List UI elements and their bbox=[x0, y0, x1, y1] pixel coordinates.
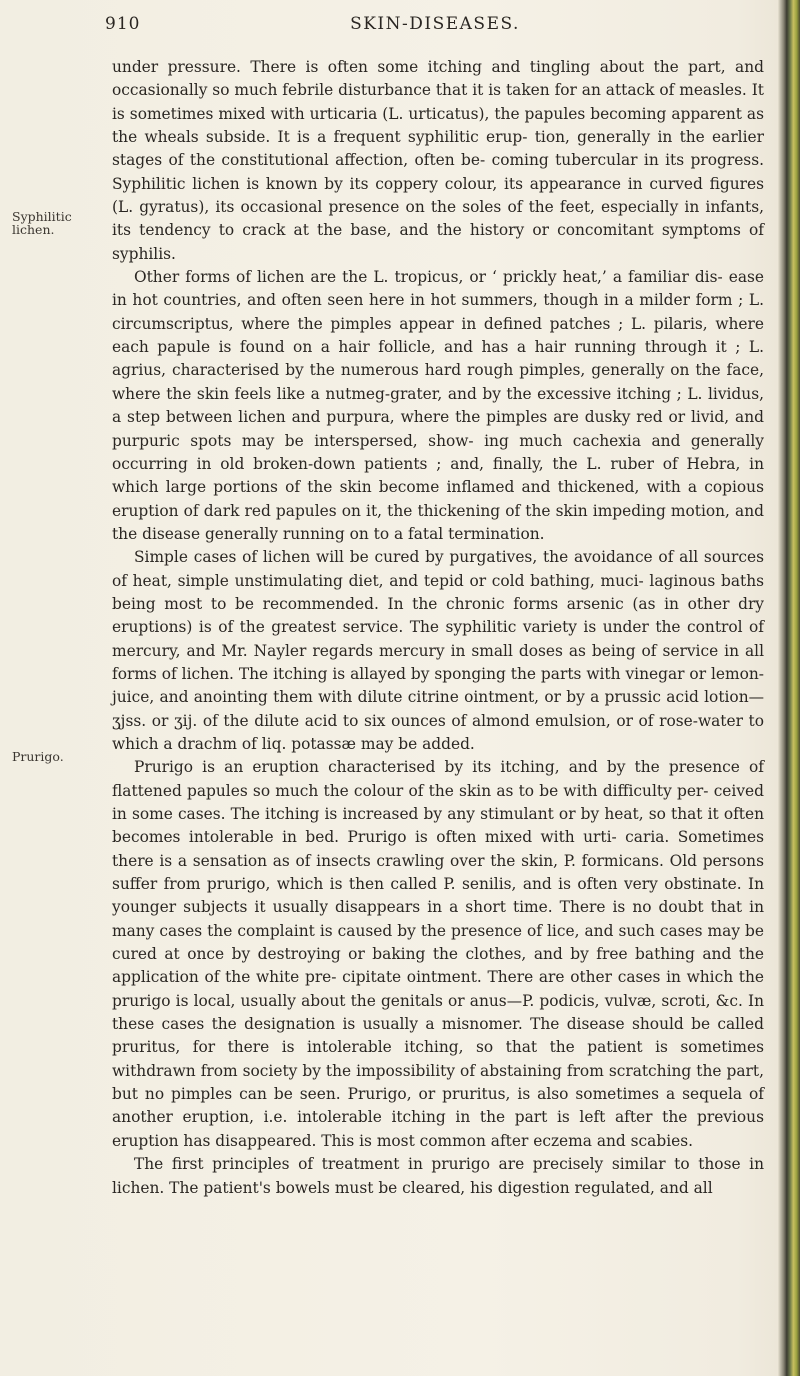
body-text bbox=[112, 56, 764, 1200]
paragraph-lichen-forms: Other forms of lichen are the L. tropicus, or ‘ prickly heat,’ a familiar dis- ease in hot countries, and often seen here in hot summers, though in a milder form ; L. circumscriptus, where the pimples appear in defined patches ; L. pilaris, where each papule is found on a hair follicle, and has a hair running through it ; L. agrius, characterised by the numerous hard rough pimples, generally on the face, where the skin feels like a nutmeg-grater, and by the excessive itching ; L. lividus, a step between lichen and purpura, where the pimples are dusky red or livid, and purpuric spots may be interspersed, show- ing much cachexia and generally occurring in old broken-down patients ; and, finally, the L. ruber of Hebra, in which large portions of the skin become inflamed and thickened, with a copious eruption of dark red papules on it, the thickening of the skin impeding motion, and the disease generally running on to a fatal termination. bbox=[112, 268, 764, 543]
page-number: 910 bbox=[105, 14, 141, 34]
page-header bbox=[105, 14, 765, 40]
margin-note-syphilitic-lichen: Syphilitic lichen. bbox=[12, 209, 72, 237]
page-edge-decoration bbox=[778, 0, 800, 1376]
paragraph-prurigo: Prurigo is an eruption characterised by its itching, and by the presence of flattened papules so much the colour of the skin as to be with difficulty per- ceived in some cases. The itching is increased by any stimulant or by heat, so that it often becomes intolerable in bed. Prurigo is often mixed with urti- caria. Sometimes there is a sensation as of insects crawling over the skin, P. formicans. Old persons suffer from prurigo, which is then called P. senilis, and is often very obstinate. In younger subjects it usually disappears in a short time. There is no doubt that in many cases the complaint is caused by the presence of lice, and such cases may be cured at once by destroying or baking the clothes, and by free bathing and the application of the white pre- cipitate ointment. There are other cases in which the prurigo is local, usually about the genitals or anus—P. podicis, vulvæ, scroti, &c. In these cases the designation is usually a misnomer. The disease should be called pruritus, for there is intolerable itching, so that the patient is sometimes withdrawn from society by the impossibility of abstaining from scratching the part, but no pimples can be seen. Prurigo, or pruritus, is also sometimes a sequela of another eruption, i.e. intolerable itching in the part is left after the previous eruption has disappeared. This is most common after eczema and scabies. bbox=[112, 758, 764, 1150]
running-head: SKIN-DISEASES. bbox=[350, 14, 520, 34]
paragraph-prurigo-treatment: The first principles of treatment in prurigo are precisely similar to those in lichen. The patient's bowels must be cleared, his digestion regulated, and all bbox=[112, 1155, 764, 1197]
paragraph-lichen-intro: under pressure. There is often some itching and tingling about the part, and occasionally so much febrile disturbance that it is taken for an attack of measles. It is sometimes mixed with urticaria (L. urticatus), the papules becoming apparent as the wheals subside. It is a frequent syphilitic erup- tion, generally in the earlier stages of the constitutional affection, often be- coming tubercular in its progress. Syphilitic lichen is known by its coppery colour, its appearance in curved figures (L. gyratus), its occasional presence on the soles of the feet, especially in infants, its tendency to crack at the base, and the history or concomitant symptoms of syphilis. bbox=[112, 58, 764, 263]
margin-note-prurigo: Prurigo. bbox=[12, 749, 64, 764]
paragraph-lichen-treatment: Simple cases of lichen will be cured by purgatives, the avoidance of all sources of heat, simple unstimulating diet, and tepid or cold bathing, muci- laginous baths being most to be recommended. In the chronic forms arsenic (as in other dry eruptions) is of the greatest service. The syphilitic variety is under the control of mercury, and Mr. Nayler regards mercury in small doses as being of service in all forms of lichen. The itching is allayed by sponging the parts with vinegar or lemon-juice, and anointing them with dilute citrine ointment, or by a prussic acid lotion—ʒjss. or ʒij. of the dilute acid to six ounces of almond emulsion, or of rose-water to which a drachm of liq. potassæ may be added. bbox=[112, 548, 764, 753]
